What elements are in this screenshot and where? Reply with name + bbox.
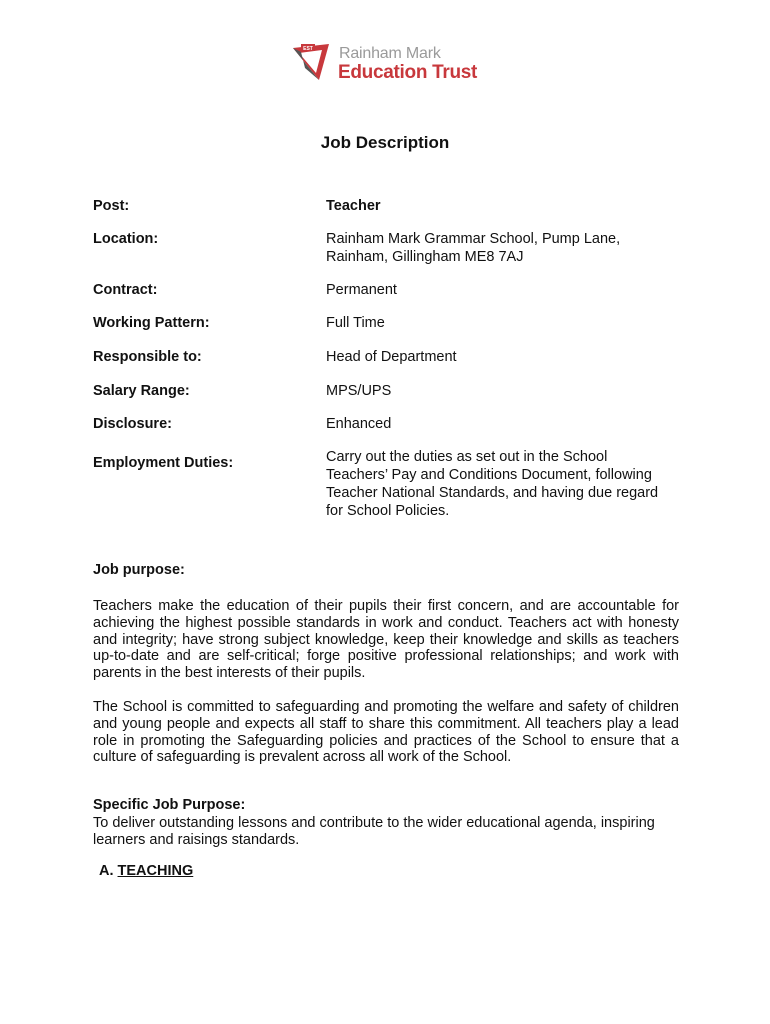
job-purpose-paragraph-1: Teachers make the education of their pupils their first concern, and are accountable for achieving the highest possible standards in work and conduct. Teachers act with honesty and integrity; have strong subject knowledge, keep their knowledge and skills as teachers up-to-date and are self-critical; forge positive professional relationships; and work with parents in the best interests of their pupils.: [93, 598, 679, 682]
job-purpose-paragraph-2: The School is committed to safeguarding and promoting the welfare and safety of children and young people and expects all staff to share this commitment. All teachers play a lead role in promoting the Safeguarding policies and practices of the School to ensure that a culture of safeguarding is prevalent across all work of the School.: [93, 699, 679, 766]
logo-line2: Education Trust: [338, 62, 478, 83]
detail-label: Disclosure:: [93, 416, 172, 432]
detail-value: Teacher: [326, 198, 381, 214]
detail-value: Enhanced: [326, 416, 392, 432]
page-title: Job Description: [320, 133, 450, 152]
job-purpose-heading: Job purpose:: [93, 562, 185, 578]
trust-logo: [289, 40, 489, 88]
detail-value: Permanent: [326, 282, 397, 298]
detail-label: Responsible to:: [93, 349, 202, 365]
detail-value: Head of Department: [326, 349, 457, 365]
trust-logo-mark-icon: [289, 40, 333, 84]
detail-label: Contract:: [93, 282, 158, 298]
specific-purpose-heading: Specific Job Purpose:: [93, 797, 246, 813]
section-a-heading: [99, 863, 193, 879]
detail-value: MPS/UPS: [326, 383, 392, 399]
specific-purpose-text: To deliver outstanding lessons and contribute to the wider educational agenda, inspiring learners and raisings standards.: [93, 815, 655, 848]
section-a-letter: A.: [99, 863, 114, 879]
detail-value: Rainham Mark Grammar School, Pump Lane, Rainham, Gillingham ME8 7AJ: [326, 231, 621, 265]
detail-label: Working Pattern:: [93, 315, 210, 331]
detail-label: Post:: [93, 198, 130, 214]
logo-badge-text: EST: [303, 46, 313, 52]
detail-value: Full Time: [326, 315, 385, 331]
detail-label: Employment Duties:: [93, 455, 234, 471]
detail-label: Location:: [93, 231, 159, 247]
logo-line1: Rainham Mark: [339, 45, 441, 62]
detail-label: Salary Range:: [93, 383, 190, 399]
detail-value: Carry out the duties as set out in the School Teachers’ Pay and Conditions Document, following Teacher National Standards, and having due regard for School Policies.: [326, 449, 659, 519]
section-a-title: TEACHING: [117, 863, 194, 879]
